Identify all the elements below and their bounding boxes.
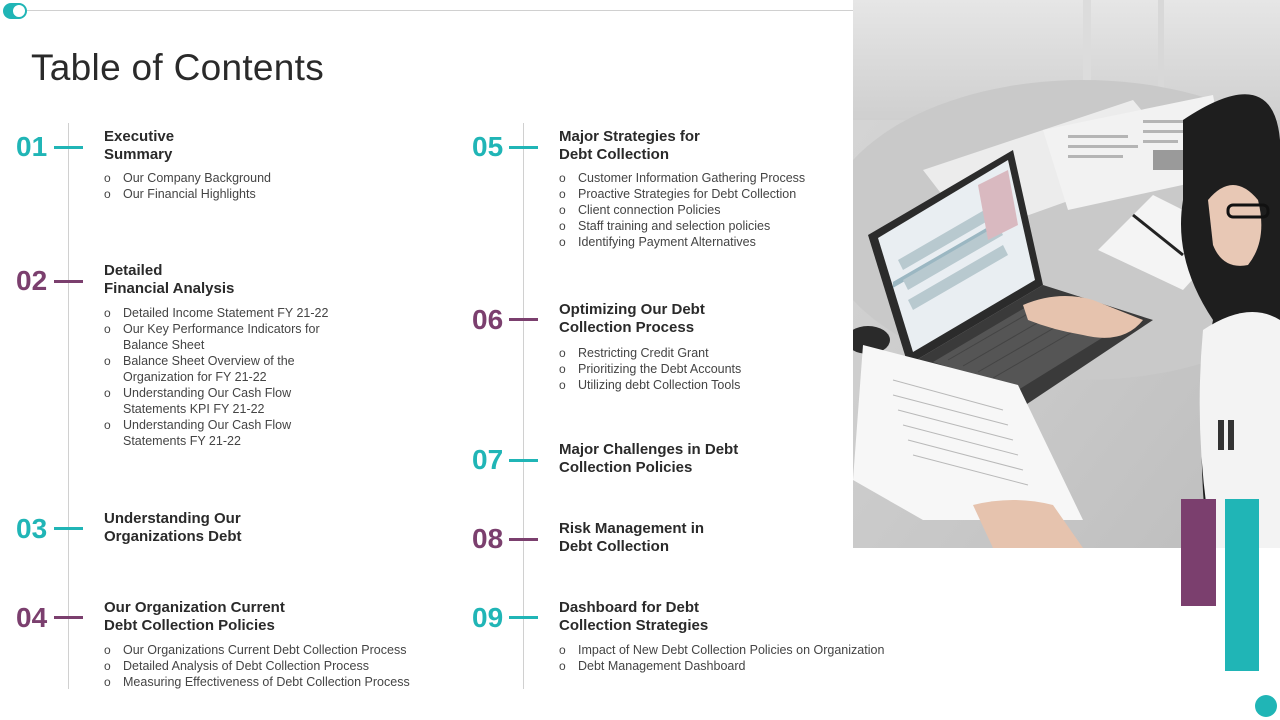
section-item-list — [104, 642, 410, 690]
timeline-right — [523, 123, 524, 689]
section-number: 02 — [16, 265, 48, 296]
section-dash — [54, 616, 83, 619]
decor-bar-teal — [1225, 499, 1259, 671]
section-number: 08 — [472, 523, 504, 554]
section-heading: Understanding Our Organizations Debt — [104, 510, 242, 545]
list-item: o Identifying Payment Alternatives — [559, 235, 756, 249]
section-dash — [509, 459, 538, 462]
list-item: o Balance Sheet Overview of the Organization for FY 21-22 — [104, 354, 295, 384]
section-heading: Dashboard for Debt Collection Strategies — [559, 599, 709, 634]
timeline-left — [68, 123, 69, 689]
section-item-list — [559, 345, 741, 393]
list-item: o Measuring Effectiveness of Debt Collection Process — [104, 675, 410, 689]
list-item: o Our Company Background — [104, 171, 271, 185]
list-item: o Client connection Policies — [559, 203, 721, 217]
list-item: o Our Financial Highlights — [104, 187, 256, 201]
toggle-knob — [12, 4, 26, 18]
section-number: 03 — [16, 513, 48, 544]
list-item: o Detailed Analysis of Debt Collection Process — [104, 659, 369, 673]
list-item: o Impact of New Debt Collection Policies on Organization — [559, 643, 885, 657]
section-number: 04 — [16, 602, 48, 633]
section-item-list — [559, 170, 805, 250]
section-number: 05 — [472, 131, 504, 162]
section-dash — [509, 538, 538, 541]
section-heading: Executive Summary — [104, 128, 175, 163]
section-heading: Optimizing Our Debt Collection Process — [559, 301, 705, 336]
list-item: o Restricting Credit Grant — [559, 346, 709, 360]
list-item: o Our Organizations Current Debt Collection Process — [104, 643, 407, 657]
section-heading: Our Organization Current Debt Collection Policies — [104, 599, 285, 634]
section-number: 07 — [472, 444, 504, 475]
section-dash — [54, 280, 83, 283]
toggle-switch[interactable] — [3, 3, 27, 19]
section-dash — [54, 527, 83, 530]
top-divider — [27, 10, 853, 11]
list-item: o Understanding Our Cash Flow Statements FY 21-22 — [104, 418, 292, 448]
section-heading: Risk Management in Debt Collection — [559, 520, 705, 555]
section-item-list — [559, 642, 884, 674]
list-item: o Our Key Performance Indicators for Balance Sheet — [104, 322, 320, 352]
list-item: o Prioritizing the Debt Accounts — [559, 362, 742, 376]
section-heading: Major Challenges in Debt Collection Policies — [559, 441, 739, 476]
section-dash — [509, 318, 538, 321]
section-item-list — [104, 305, 328, 449]
section-dash — [509, 146, 538, 149]
decor-dot — [1255, 695, 1277, 717]
list-item: o Understanding Our Cash Flow Statements KPI FY 21-22 — [104, 386, 292, 416]
section-dash — [509, 616, 538, 619]
list-item: o Proactive Strategies for Debt Collection — [559, 187, 797, 201]
section-number: 06 — [472, 304, 504, 335]
section-item-list — [104, 170, 271, 202]
decor-bar-purple — [1181, 499, 1216, 606]
section-number: 09 — [472, 602, 504, 633]
list-item: o Customer Information Gathering Process — [559, 171, 806, 185]
section-heading: Major Strategies for Debt Collection — [559, 128, 700, 163]
list-item: o Staff training and selection policies — [559, 219, 771, 233]
list-item: o Debt Management Dashboard — [559, 659, 746, 673]
section-dash — [54, 146, 83, 149]
page-title: Table of Contents — [31, 46, 325, 88]
section-number: 01 — [16, 131, 48, 162]
list-item: o Utilizing debt Collection Tools — [559, 378, 741, 392]
section-heading: Detailed Financial Analysis — [104, 262, 235, 297]
list-item: o Detailed Income Statement FY 21-22 — [104, 306, 329, 320]
photo-woman-laptop — [853, 0, 1280, 548]
